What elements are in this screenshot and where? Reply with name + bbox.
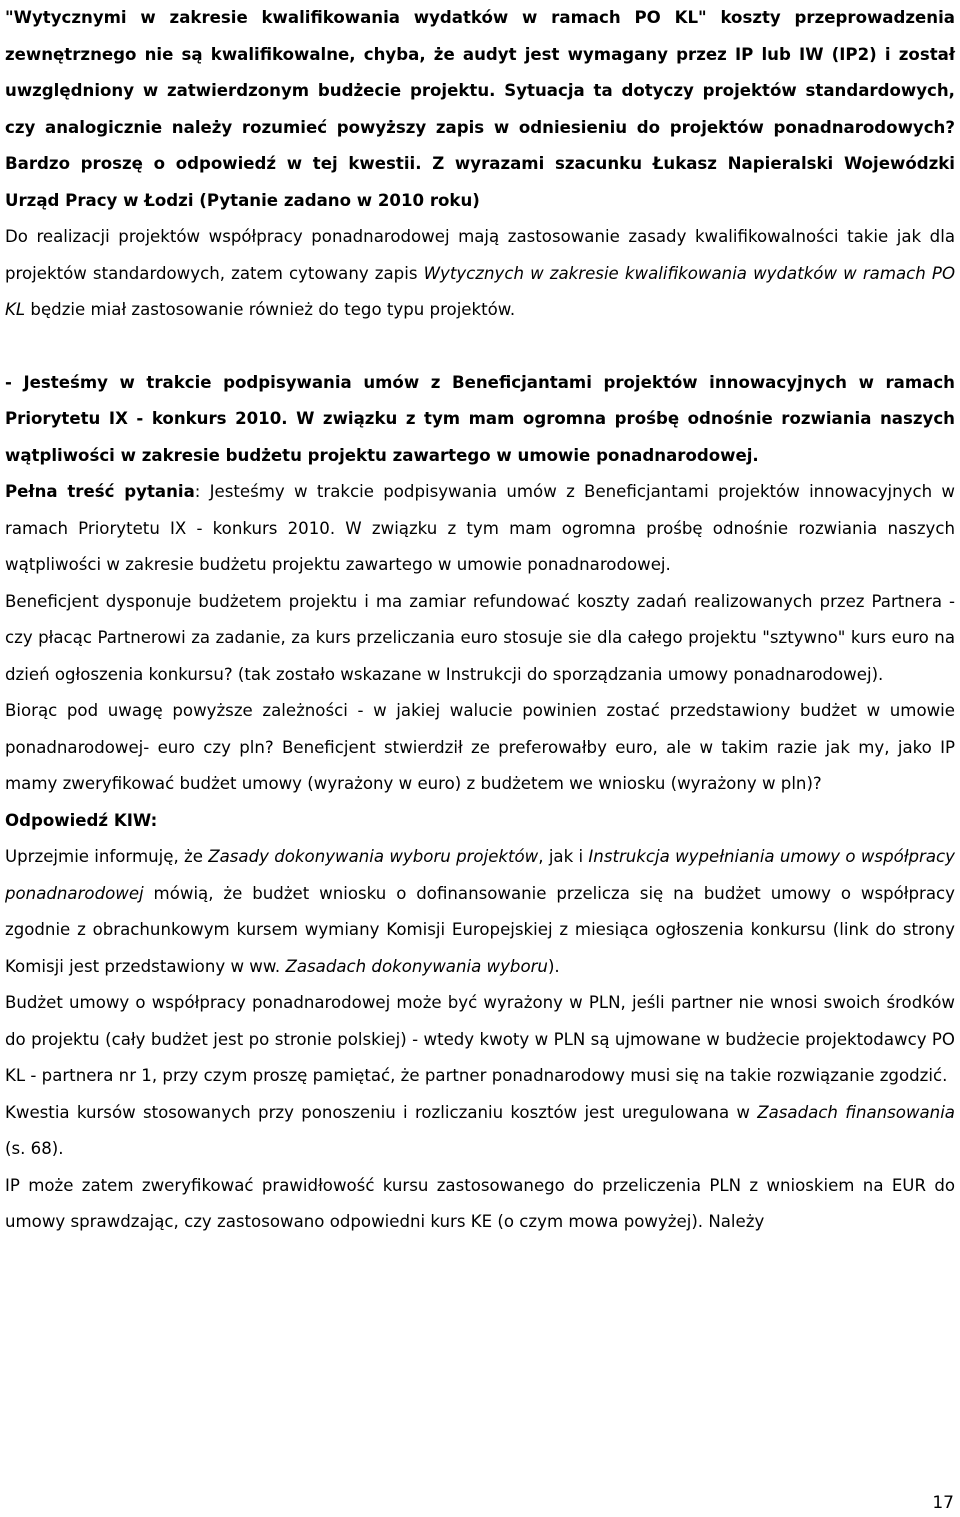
italic-reference: Zasadach dokonywania wyboru [285, 956, 548, 976]
answer-2-paragraph-3 [5, 1095, 955, 1168]
italic-reference: Zasady dokonywania wyboru projektów [208, 847, 539, 866]
text-run: ). [547, 956, 560, 976]
text-run: Budżet umowy o współpracy ponadnarodowej może być wyrażony w PLN, jeśli partner nie wnosi swoich środków do projektu (cały budżet jest po stronie polskiej) - wtedy kwoty w PLN są ujmowane w budżecie projektodawcy PO KL - partnera nr 1, przy czym proszę pamiętać, że partner ponadnarodowy musi się na takie rozwiązanie zgodzić. [5, 993, 955, 1085]
italic-reference: Instrukcja wypełniania umowy o współpracy ponadnarodowej [5, 847, 955, 903]
page-number: 17 [932, 1493, 954, 1513]
text-run: Biorąc pod uwagę powyższe zależności - w jakiej walucie powinien zostać przedstawiony budżet w umowie ponadnarodowej- euro czy pln? Beneficjent stwierdził ze preferowałby euro, ale w takim razie jak my, jako IP mamy zweryfikować budżet umowy (wyrażony w euro) z budżetem we wniosku (wyrażony w pln)? [5, 701, 955, 793]
text-run: : Jesteśmy w trakcie podpisywania umów z Beneficjantami projektów innowacyjnych w ramach Priorytetu IX - konkurs 2010. W związku z tym mam ogromna prośbę odnośnie rozwiania naszych wątpliwości w zakresie budżetu projektu zawartego w umowie ponadnarodowej. [5, 482, 955, 574]
question-continuation-paragraph [5, 0, 955, 219]
answer-2-paragraph-2 [5, 985, 955, 1095]
answer-heading-paragraph [5, 803, 955, 840]
text-run: Uprzejmie informuję, że [5, 847, 209, 866]
answer-2-paragraph-4 [5, 1168, 955, 1241]
text-run: IP może zatem zweryfikować prawidłowość kursu zastosowanego do przeliczenia PLN z wnioskiem na EUR do umowy sprawdzając, czy zastosowano odpowiedni kurs KE (o czym mowa powyżej). Należy [5, 1175, 955, 1231]
text-run: będzie miał zastosowanie również do tego typu projektów. [25, 300, 516, 319]
text-run: (s. 68). [5, 1139, 64, 1158]
text-run: Kwestia kursów stosowanych przy ponoszeniu i rozliczaniu kosztów jest uregulowana w [5, 1102, 758, 1122]
italic-reference: Zasadach finansowania [757, 1102, 955, 1122]
document-page [5, 0, 955, 1241]
full-question-label: Pełna treść pytania [5, 482, 195, 501]
text-run: - Jesteśmy w trakcie podpisywania umów z Beneficjantami projektów innowacyjnych w ramach Priorytetu IX - konkurs 2010. W związku z tym mam ogromna prośbę odnośnie rozwiania naszych wątpliwości w zakresie budżetu projektu zawartego w umowie ponadnarodowej. [5, 372, 955, 465]
text-run: mówią, że budżet wniosku o dofinansowanie przelicza się na budżet umowy o współpracy zgodnie z obrachunkowym kursem wymiany Komisji Europejskiej z miesiąca ogłoszenia konkursu (link do strony Komisji jest przedstawiony w ww. [5, 883, 955, 976]
text-run: Do realizacji projektów współpracy ponadnarodowej mają zastosowanie zasady kwalifikowalności takie jak dla projektów standardowych, zatem cytowany zapis [5, 227, 955, 283]
question-2-body-2-paragraph [5, 693, 955, 803]
question-2-full-paragraph [5, 474, 955, 584]
answer-heading: Odpowiedź KIW: [5, 810, 158, 830]
question-2-body-1-paragraph [5, 584, 955, 694]
answer-1-paragraph [5, 219, 955, 329]
text-run: Beneficjent dysponuje budżetem projektu i ma zamiar refundować koszty zadań realizowanych przez Partnera - czy płacąc Partnerowi za zadanie, za kurs przeliczania euro stosuje sie dla całego projektu "sztywno" kurs euro na dzień ogłoszenia konkursu? (tak zostało wskazane w Instrukcji do sporządzania umowy ponadnarodowej). [5, 591, 955, 684]
question-2-title-paragraph [5, 365, 955, 475]
text-run: , jak i [538, 847, 589, 866]
italic-reference: Wytycznych w zakresie kwalifikowania wydatków w ramach PO KL [5, 263, 956, 319]
answer-2-paragraph-1 [5, 839, 955, 985]
text-run: "Wytycznymi w zakresie kwalifikowania wydatków w ramach PO KL" koszty przeprowadzenia zewnętrznego nie są kwalifikowalne, chyba, że audyt jest wymagany przez IP lub IW (IP2) i został uwzględniony w zatwierdzonym budżecie projektu. Sytuacja ta dotyczy projektów standardowych, czy analogicznie należy rozumieć powyższy zapis w odniesieniu do projektów ponadnarodowych? Bardzo proszę o odpowiedź w tej kwestii. Z wyrazami szacunku Łukasz Napieralski Wojewódzki Urząd Pracy w Łodzi (Pytanie zadano w 2010 roku) [5, 8, 955, 210]
